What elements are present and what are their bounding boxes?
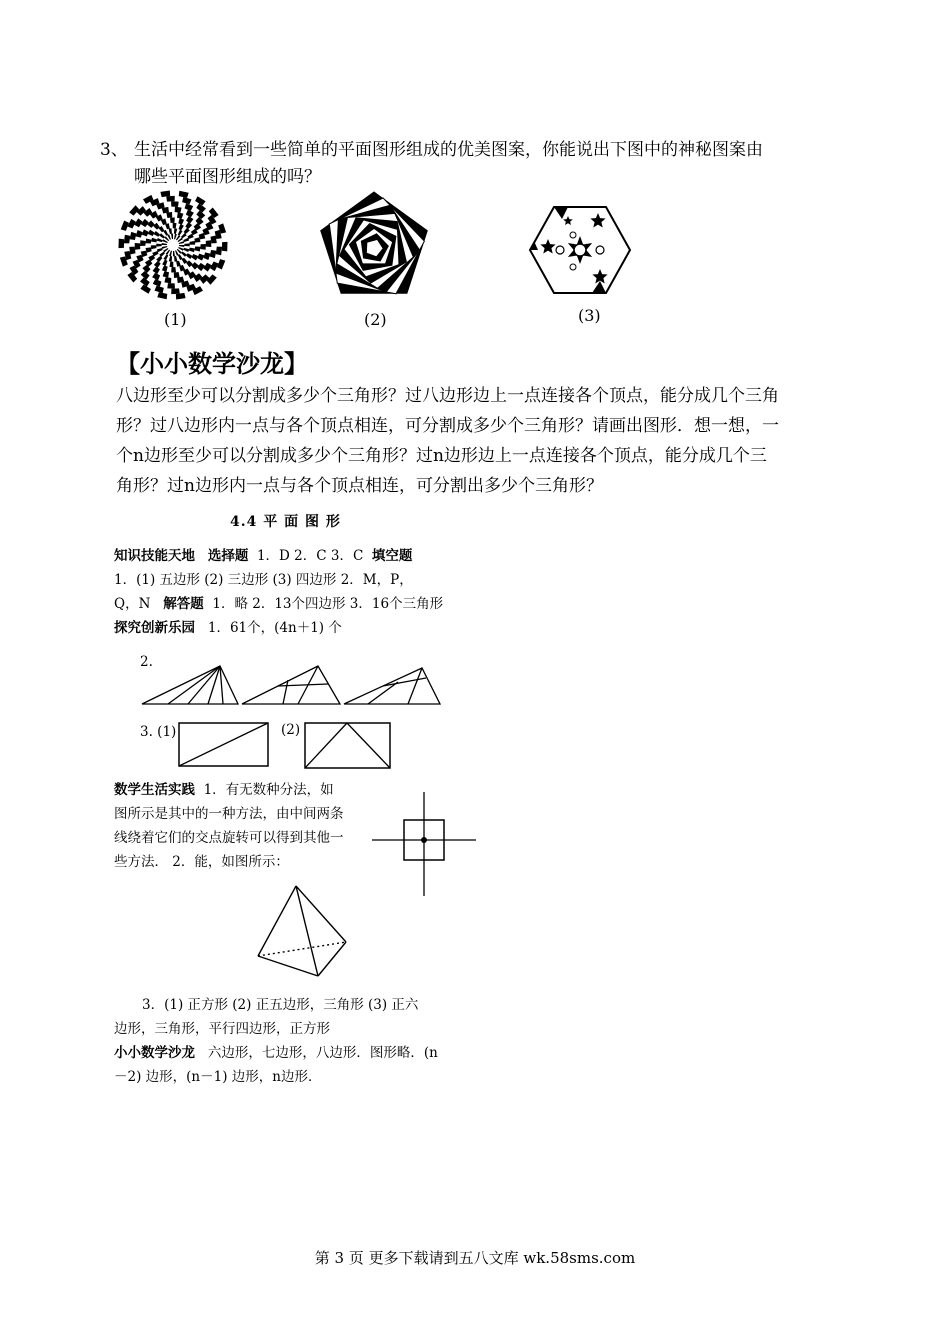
checker-cell	[135, 243, 141, 250]
checker-cell	[185, 222, 192, 229]
checker-cell	[174, 234, 177, 240]
checker-cell	[163, 254, 168, 260]
answer-block-1	[114, 544, 494, 640]
checker-cell	[166, 212, 172, 218]
checker-cell	[184, 243, 189, 246]
end-line-1: 3．(1) 正方形 (2) 正五边形，三角形 (3) 正六	[142, 997, 419, 1013]
checker-cell	[179, 241, 185, 244]
checker-cell	[183, 238, 189, 242]
figure-label-2: (2)	[364, 310, 387, 329]
checker-cell	[200, 244, 206, 250]
checker-cell	[163, 271, 169, 277]
checker-cell	[191, 262, 199, 270]
answer-item-3-1-label: 3. (1)	[140, 724, 177, 740]
checker-cell	[207, 274, 217, 284]
checker-cell	[162, 265, 168, 271]
checker-cell	[162, 260, 167, 266]
figure-label-3: (3)	[578, 306, 601, 325]
checker-cell	[118, 239, 124, 249]
checker-cell	[154, 231, 160, 237]
checker-cell	[184, 228, 190, 234]
checker-cell	[165, 223, 170, 229]
checker-cell	[155, 286, 164, 294]
answer-heading-salon: 小小数学沙龙	[114, 1045, 195, 1061]
checker-cell	[130, 232, 137, 240]
checker-cell	[186, 216, 193, 223]
checker-cell	[159, 233, 165, 238]
answer-line-4: 1．61个，(4n＋1) 个	[207, 620, 342, 636]
answer-item-3-2-label: (2)	[281, 722, 301, 738]
answer-heading-knowledge: 知识技能天地	[114, 548, 195, 564]
checker-cell	[170, 217, 175, 222]
checker-cell	[151, 245, 157, 249]
answer-choice-values: 1．D 2．C 3．C	[256, 548, 364, 564]
end-line-3: 六边形，七边形，八边形．图形略．(n	[207, 1045, 438, 1061]
checker-cell	[176, 261, 181, 267]
salon-line-2: 形？过八边形内一点与各个顶点相连，可分割成多少个三角形？请画出图形．想一想，一	[116, 416, 779, 436]
salon-title: 【小小数学沙龙】	[116, 349, 308, 378]
checker-cell	[195, 196, 206, 205]
salon-line-3: 个n边形至少可以分割成多少个三角形？过n边形边上一点连接各个顶点，能分成几个三	[116, 446, 767, 466]
checker-cell	[191, 254, 198, 260]
checker-cell	[141, 219, 149, 227]
question-number: 3、	[100, 140, 128, 160]
checker-cell	[142, 265, 150, 273]
checker-cell	[186, 253, 192, 259]
checker-cell	[190, 241, 196, 245]
checker-cell	[157, 292, 167, 299]
checker-cell	[217, 259, 225, 269]
checker-cell	[136, 230, 143, 238]
checker-cell	[210, 236, 216, 244]
checker-cell	[200, 274, 210, 283]
checker-cell	[145, 238, 151, 243]
checker-cell	[167, 283, 175, 289]
salon-line-1: 八边形至少可以分割成多少个三角形？过八边形边上一点连接各个顶点，能分成几个三角	[116, 386, 779, 406]
triangle-division-figure	[138, 660, 448, 710]
checker-cell	[141, 271, 150, 280]
checker-cell	[185, 203, 194, 211]
checker-cell	[222, 242, 228, 252]
answer-item-2-label: 2.	[140, 654, 153, 670]
checker-cell	[197, 263, 205, 271]
rectangle-diagonal-figure	[178, 722, 270, 768]
checker-cell	[216, 247, 222, 256]
question-line-1: 生活中经常看到一些简单的平面图形组成的优美图案，你能说出下图中的神秘图案由	[134, 140, 763, 160]
checker-cell	[169, 256, 172, 262]
pentagon-spiral-figure	[316, 190, 432, 300]
checker-cell	[197, 254, 204, 261]
checker-cell	[173, 251, 175, 256]
checker-cell	[140, 240, 146, 246]
checker-cell	[189, 248, 195, 253]
checker-cell	[178, 230, 183, 236]
checker-cell	[169, 251, 172, 257]
checker-cell	[196, 210, 205, 219]
checker-cell	[176, 293, 186, 300]
life-line-2: 图所示是其中的一种方法，由中间两条	[114, 806, 344, 822]
checker-cell	[179, 191, 189, 198]
figure-label-1: (1)	[164, 310, 187, 329]
checker-cell	[124, 235, 130, 244]
checker-cell	[157, 248, 163, 252]
salon-line-4: 角形？过n边形内一点与各个顶点相连，可分割出多少个三角形？	[116, 476, 603, 496]
answer-end-block	[114, 993, 494, 1089]
end-line-4: －2) 边形，(n－1) 边形，n边形．	[114, 1069, 322, 1085]
checker-cell	[129, 205, 139, 215]
checker-cell	[156, 256, 162, 262]
checker-cell	[162, 246, 168, 249]
answer-line-3a: Q，N	[114, 596, 151, 612]
checker-cell	[160, 190, 170, 197]
checker-cell	[210, 250, 217, 258]
checker-cell	[134, 218, 142, 227]
square-cross-figure	[370, 790, 480, 900]
checker-cell	[179, 245, 184, 247]
checker-cell	[164, 277, 171, 283]
checker-cell	[178, 218, 184, 224]
answer-heading-choice: 选择题	[207, 548, 249, 564]
rectangle-triangles-figure	[304, 722, 392, 770]
page-footer: 第 3 页 更多下载请到五八文库 wk.58sms.com	[314, 1249, 636, 1267]
answer-heading-explore: 探究创新乐园	[114, 620, 195, 636]
life-line-3: 线绕着它们的交点旋转可以得到其他一	[114, 830, 344, 846]
answer-heading-solve: 解答题	[163, 596, 204, 612]
checker-cell	[151, 238, 157, 243]
answer-life-block	[114, 778, 374, 874]
answer-line-3b: 1．略 2．13个四边形 3．16个三角形	[212, 596, 444, 612]
checker-cell	[177, 212, 183, 218]
checker-cell	[194, 237, 200, 242]
checker-cell	[173, 223, 177, 229]
checker-cell	[142, 229, 149, 236]
answer-heading-life: 数学生活实践	[114, 782, 195, 798]
question-3	[100, 137, 880, 191]
checker-cell	[181, 251, 187, 256]
checker-cell	[162, 243, 167, 245]
hexagon-star-figure	[528, 205, 632, 295]
answer-section-title: 4.4 平 面 图 形	[230, 514, 341, 530]
checker-cell	[129, 247, 135, 255]
checker-cell	[175, 207, 182, 213]
checker-cell	[157, 238, 163, 242]
checker-cell	[203, 252, 210, 260]
checker-cell	[166, 196, 175, 202]
checker-cell	[179, 224, 184, 230]
checker-cell	[182, 197, 191, 205]
tetrahedron-figure	[254, 882, 350, 978]
answer-heading-fill: 填空题	[371, 548, 413, 564]
checker-cell	[121, 220, 129, 230]
answer-line-2: 1．(1) 五边形 (2) 三边形 (3) 四边形 2．M，P，	[114, 572, 413, 588]
checker-cell	[156, 244, 161, 247]
checker-cell	[171, 267, 176, 272]
checker-cell	[169, 262, 173, 268]
checker-cell	[153, 267, 160, 274]
circular-checker-pattern-figure	[118, 190, 228, 300]
checker-cell	[147, 220, 155, 228]
checker-cell	[183, 248, 189, 252]
checker-cell	[174, 272, 180, 278]
checker-cell	[152, 273, 160, 281]
checker-cell	[206, 240, 212, 247]
checker-cell	[195, 246, 201, 251]
salon-body	[116, 381, 866, 501]
checker-cell	[171, 234, 173, 239]
life-line-4: 些方法． 2．能，如图所示：	[114, 854, 289, 870]
checker-cell	[148, 230, 155, 236]
checker-cell	[203, 263, 211, 272]
checker-cell	[136, 206, 146, 215]
checker-cell	[169, 228, 172, 234]
checker-cell	[153, 279, 162, 287]
checker-cell	[195, 217, 203, 225]
end-line-2: 边形，三角形，平行四边形，正方形	[114, 1021, 330, 1037]
checker-cell	[174, 256, 177, 262]
life-line-1: 1．有无数种分法，如	[203, 782, 334, 798]
checker-cell	[174, 228, 177, 234]
checker-cell	[171, 288, 180, 294]
question-line-2: 哪些平面图形组成的吗？	[134, 167, 321, 187]
checker-cell	[140, 284, 151, 293]
checker-cell	[186, 210, 194, 218]
checker-cell	[171, 201, 179, 207]
checker-cell	[146, 247, 152, 252]
checker-cell	[154, 261, 161, 268]
